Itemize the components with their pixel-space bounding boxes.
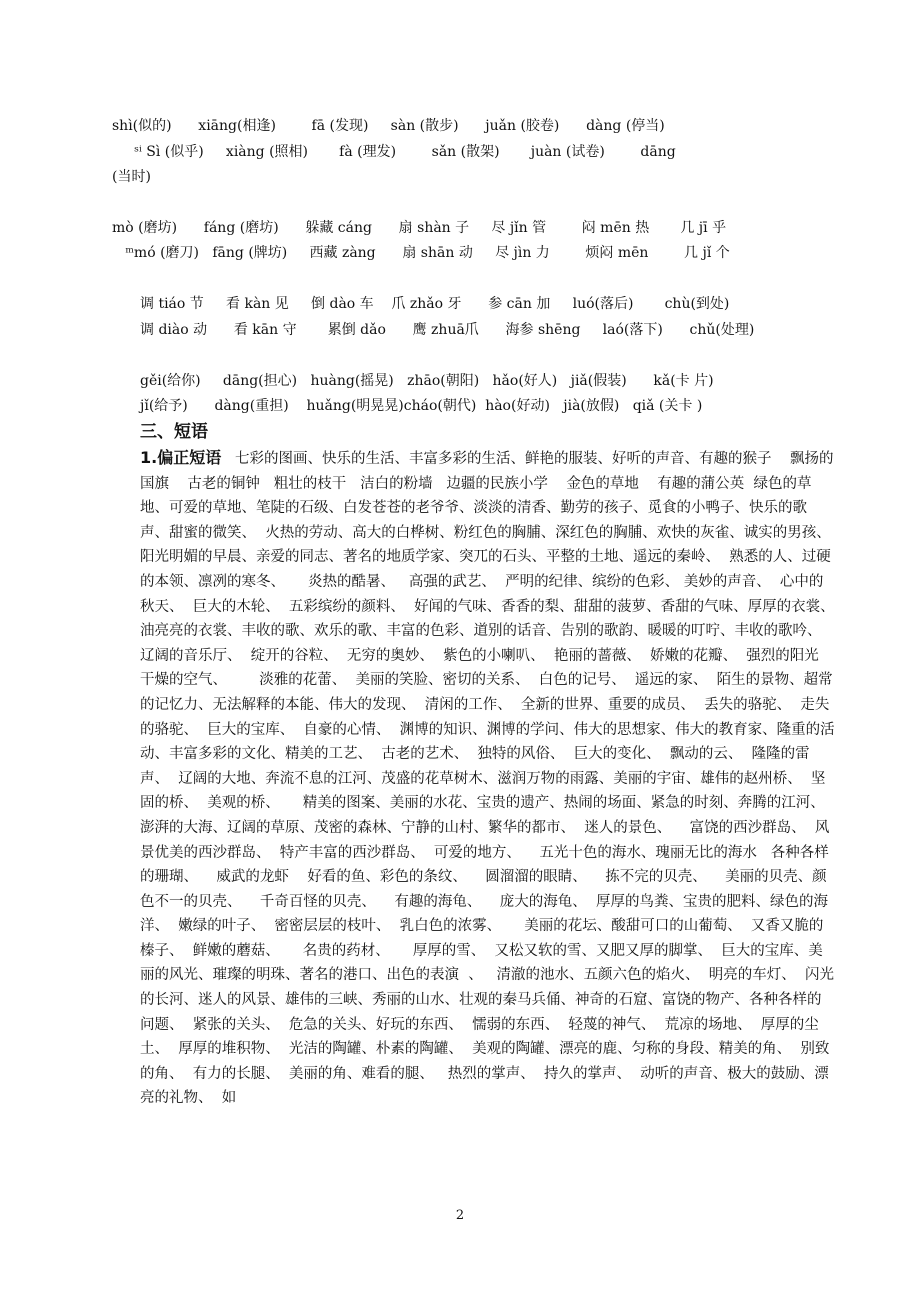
pinyin-row: 调 tiáo 节 看 kàn 见 倒 dào 车 爪 zhǎo 牙 参 cān 加 luó(落后) chù(到处) [140, 296, 730, 312]
pinyin-row: ˢⁱ Sì (似乎) xiàng (照相) fà (理发) sǎn (散架) juàn (试卷) dāng [112, 144, 676, 160]
pinyin-row: gěi(给你) dāng(担心) huàng(摇晃) zhāo(朝阳) hǎo(好人) jiǎ(假装) kǎ(卡 片) [140, 373, 714, 389]
pinyin-row: 调 diào 动 看 kān 守 累倒 dǎo 鹰 zhuā爪 海参 shēng laó(落下) chǔ(处理) [140, 322, 755, 338]
phrase-paragraph [140, 446, 835, 1111]
phrase-list: 七彩的图画、快乐的生活、丰富多彩的生活、鲜艳的服装、好听的声音、有趣的猴子 飘扬的国旗 古老的铜钟 粗壮的枝干 洁白的粉墙 边疆的民族小学 金色的草地 有趣的蒲公英 绿色的草地、可爱的草地、笔陡的石级、白发苍苍的老爷爷、淡淡的清香、勤劳的孩子、觅食的小鸭子、快乐的歌声、甜蜜的微笑、 火热的劳动、高大的白桦树、粉红色的胸脯、深红色的胸脯、欢快的灰雀、诚实的男孩、阳光明媚的早晨、亲爱的同志、著名的地质学家、突兀的石头、平整的土地、遥远的秦岭、 熟悉的人、过硬的本领、凛冽的寒冬、 炎热的酷暑、 高强的武艺、 严明的纪律、缤纷的色彩、 美妙的声音、 心中的秋天、 巨大的木轮、 五彩缤纷的颜料、 好闻的气味、香香的梨、甜甜的菠萝、香甜的气味、厚厚的衣裳、油亮亮的衣裳、丰收的歌、欢乐的歌、丰富的色彩、道别的话音、告别的歌韵、暖暖的叮咛、丰收的歌吟、辽阔的音乐厅、 绽开的谷粒、 无穷的奥妙、 紫色的小喇叭、 艳丽的蔷薇、 娇嫩的花瓣、 强烈的阳光 干燥的空气、 淡雅的花蕾、 美丽的笑脸、密切的关系、 白色的记号、 遥远的家、 陌生的景物、超常的记忆力、无法解释的本能、伟大的发现、 清闲的工作、 全新的世界、重要的成员、 丢失的骆驼、 走失的骆驼、 巨大的宝库、 自豪的心情、 渊博的知识、渊博的学问、伟大的思想家、伟大的教育家、隆重的活动、丰富多彩的文化、精美的工艺、 古老的艺术、 独特的风俗、 巨大的变化、 飘动的云、 隆隆的雷声、 辽阔的大地、奔流不息的江河、茂盛的花草树木、滋润万物的雨露、美丽的宇宙、雄伟的赵州桥、 坚固的桥、 美观的桥、 精美的图案、美丽的水花、宝贵的遗产、热闹的场面、紧急的时刻、奔腾的江河、澎湃的大海、辽阔的草原、茂密的森林、宁静的山村、繁华的都市、 迷人的景色、 富饶的西沙群岛、 风景优美的西沙群岛、 特产丰富的西沙群岛、 可爱的地方、 五光十色的海水、瑰丽无比的海水 各种各样的珊瑚、 威武的龙虾 好看的鱼、彩色的条纹、 圆溜溜的眼睛、 拣不完的贝壳、 美丽的贝壳、颜色不一的贝壳、 千奇百怪的贝壳、 有趣的海龟、 庞大的海龟、 厚厚的鸟粪、宝贵的肥料、绿色的海洋、 嫩绿的叶子、 密密层层的枝叶、 乳白色的浓雾、 美丽的花坛、酸甜可口的山葡萄、 又香又脆的榛子、 鲜嫩的蘑菇、 名贵的药材、 厚厚的雪、 又松又软的雪、又肥又厚的脚掌、 巨大的宝库、美丽的风光、璀璨的明珠、著名的港口、出色的表演 、 清澈的池水、五颜六色的焰火、 明亮的车灯、 闪光的长河、迷人的风景、雄伟的三峡、秀丽的山水、壮观的秦马兵俑、神奇的石窟、富饶的物产、各种各样的问题、 紧张的关头、 危急的关头、好玩的东西、 懦弱的东西、 轻蔑的神气、 荒凉的场地、 厚厚的尘土、 厚厚的堆积物、 光洁的陶罐、朴素的陶罐、 美观的陶罐、漂亮的鹿、匀称的身段、精美的角、 别致的角、 有力的长腿、 美丽的角、难看的腿、 热烈的掌声、 持久的掌声、 动听的声音、极大的鼓励、漂亮的礼物、 如 [140, 451, 835, 1107]
pinyin-row: ᵐmó (磨刀) fāng (牌坊) 西藏 zàng 扇 shān 动 尽 jìn 力 烦闷 mēn 几 jǐ 个 [112, 245, 730, 261]
pinyin-row: jǐ(给予) dàng(重担) huǎng(明晃晃)cháo(朝代) hào(好动) jià(放假) qiǎ (关卡 ) [140, 398, 703, 414]
page-number: 2 [455, 1208, 465, 1223]
sub-heading: 1.偏正短语 [140, 448, 222, 467]
pinyin-row: shì(似的) xiāng(相逢) fā (发现) sàn (散步) juǎn (胶卷) dàng (停当) [112, 118, 665, 134]
section-heading: 三、短语 [140, 422, 208, 442]
pinyin-row: mò (磨坊) fáng (磨坊) 躲藏 cáng 扇 shàn 子 尽 jǐn 管 闷 mēn 热 几 jī 乎 [112, 220, 727, 236]
pinyin-row: (当时) [112, 169, 151, 185]
